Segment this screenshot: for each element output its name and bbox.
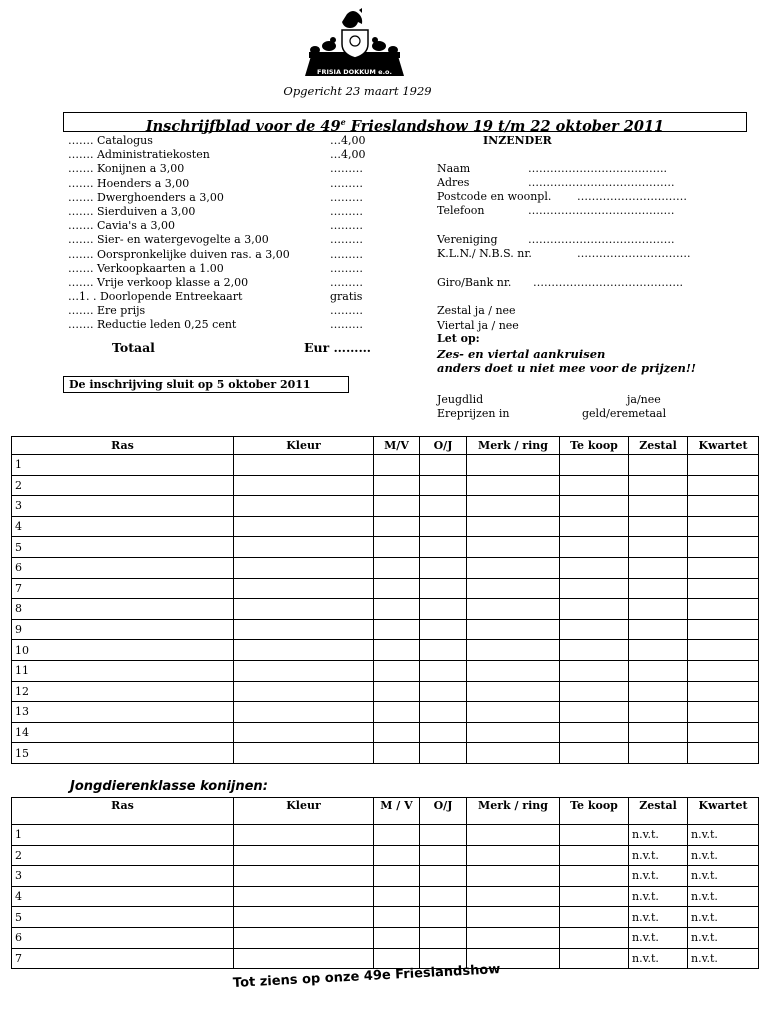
- fee-label: ……. Verkoopkaarten a 1.00: [68, 261, 224, 275]
- entry-cell[interactable]: [420, 927, 467, 948]
- entry-cell[interactable]: [234, 516, 374, 537]
- fee-value[interactable]: ………: [330, 162, 363, 176]
- fee-row[interactable]: [68, 248, 388, 262]
- fee-value[interactable]: ………: [330, 261, 363, 275]
- entry-cell[interactable]: [467, 886, 560, 907]
- fee-label: ……. Sierduiven a 3,00: [68, 204, 196, 218]
- entry-cell[interactable]: [560, 743, 629, 764]
- entry-cell[interactable]: [560, 866, 629, 887]
- entry-cell[interactable]: [420, 845, 467, 866]
- fee-label: ……. Reductie leden 0,25 cent: [68, 318, 237, 332]
- row-number-cell[interactable]: 6: [12, 557, 234, 578]
- entry-cell[interactable]: [234, 578, 374, 599]
- row-number-cell[interactable]: 4: [12, 886, 234, 907]
- fee-row[interactable]: [68, 134, 388, 148]
- entry-cell[interactable]: [374, 619, 420, 640]
- entry-cell[interactable]: [374, 825, 420, 846]
- row-number-cell[interactable]: 6: [12, 927, 234, 948]
- entry-cell[interactable]: n.v.t.: [688, 927, 759, 948]
- fee-value[interactable]: ………: [330, 176, 363, 190]
- entry-cell[interactable]: [234, 927, 374, 948]
- entry-cell[interactable]: [420, 681, 467, 702]
- entry-cell[interactable]: [560, 927, 629, 948]
- letop-label: Let op:: [437, 332, 480, 345]
- fee-label: ……. Vrije verkoop klasse a 2,00: [68, 275, 249, 289]
- entry-cell[interactable]: [688, 722, 759, 743]
- row-number-cell[interactable]: 3: [12, 866, 234, 887]
- column-header: Kwartet: [688, 798, 759, 825]
- row-number-cell[interactable]: 1: [12, 825, 234, 846]
- entry-cell[interactable]: n.v.t.: [688, 866, 759, 887]
- inzender-heading: INZENDER: [483, 134, 552, 147]
- fee-row[interactable]: [68, 177, 388, 191]
- entry-cell[interactable]: [374, 557, 420, 578]
- entry-cell[interactable]: [467, 455, 560, 476]
- postcode-field[interactable]: Postcode en woonpl. …………………………: [437, 190, 687, 203]
- column-header: Ras: [12, 437, 234, 455]
- entry-cell[interactable]: [688, 619, 759, 640]
- entry-cell[interactable]: [560, 907, 629, 928]
- entry-cell[interactable]: [234, 722, 374, 743]
- entry-cell[interactable]: [234, 743, 374, 764]
- fee-row[interactable]: [68, 276, 388, 290]
- entry-cell[interactable]: [420, 722, 467, 743]
- footer-text: Tot ziens op onze 49e Frieslandshow: [232, 962, 501, 991]
- table-row: [12, 660, 759, 681]
- entry-cell[interactable]: [420, 516, 467, 537]
- row-number-cell[interactable]: 5: [12, 907, 234, 928]
- entry-cell[interactable]: [629, 496, 688, 517]
- fee-row[interactable]: [68, 205, 388, 219]
- entry-cell[interactable]: n.v.t.: [688, 845, 759, 866]
- fee-label: ……. Konijnen a 3,00: [68, 162, 185, 176]
- entry-cell[interactable]: [629, 660, 688, 681]
- entry-cell[interactable]: [560, 599, 629, 620]
- adres-field[interactable]: Adres ………………………………….: [437, 176, 675, 189]
- entry-cell[interactable]: [374, 660, 420, 681]
- fee-list: [68, 134, 388, 360]
- entry-cell[interactable]: [560, 496, 629, 517]
- entry-cell[interactable]: [234, 907, 374, 928]
- entry-cell[interactable]: [420, 475, 467, 496]
- entry-cell[interactable]: [420, 557, 467, 578]
- row-number-cell[interactable]: 14: [12, 722, 234, 743]
- fee-row[interactable]: [68, 318, 388, 332]
- fee-label: ……. Cavia's a 3,00: [68, 219, 175, 233]
- entry-cell[interactable]: [234, 496, 374, 517]
- entry-cell[interactable]: [234, 557, 374, 578]
- entry-cell[interactable]: [234, 845, 374, 866]
- fee-row[interactable]: [68, 304, 388, 318]
- column-header: O/J: [420, 798, 467, 825]
- jong-title: Jongdierenklasse konijnen:: [70, 779, 268, 794]
- fee-label: ……. Hoenders a 3,00: [68, 176, 190, 190]
- entry-cell[interactable]: [560, 702, 629, 723]
- entry-cell[interactable]: [234, 702, 374, 723]
- column-header: Te koop: [560, 437, 629, 455]
- fee-value[interactable]: ………: [330, 275, 363, 289]
- giro-field[interactable]: Giro/Bank nr. …………………………………..: [437, 276, 683, 289]
- entry-cell[interactable]: [560, 825, 629, 846]
- kln-field[interactable]: K.L.N./ N.B.S. nr. ………………………….: [437, 247, 691, 260]
- entry-cell[interactable]: [688, 475, 759, 496]
- entry-cell[interactable]: [688, 640, 759, 661]
- entry-cell[interactable]: [420, 886, 467, 907]
- column-header: M/V: [374, 437, 420, 455]
- fee-row[interactable]: [68, 191, 388, 205]
- entry-cell[interactable]: [560, 845, 629, 866]
- fee-label: ……. Sier- en watergevogelte a 3,00: [68, 233, 269, 247]
- column-header: Kwartet: [688, 437, 759, 455]
- column-header: Merk / ring: [467, 798, 560, 825]
- entry-cell[interactable]: [467, 660, 560, 681]
- founded-date: Opgericht 23 maart 1929: [283, 84, 432, 98]
- entry-cell[interactable]: [688, 681, 759, 702]
- entry-cell[interactable]: [688, 537, 759, 558]
- entry-cell[interactable]: [420, 743, 467, 764]
- entry-cell[interactable]: [560, 475, 629, 496]
- entry-cell[interactable]: [629, 640, 688, 661]
- club-logo: [297, 8, 412, 86]
- entry-cell[interactable]: [374, 681, 420, 702]
- column-header: Zestal: [629, 798, 688, 825]
- entry-cell[interactable]: [234, 475, 374, 496]
- entry-cell[interactable]: [234, 640, 374, 661]
- table-row: [12, 948, 759, 969]
- row-number-cell[interactable]: 13: [12, 702, 234, 723]
- entry-cell[interactable]: [560, 619, 629, 640]
- entry-cell[interactable]: [688, 516, 759, 537]
- table-row: [12, 475, 759, 496]
- table-row: [12, 557, 759, 578]
- fee-value[interactable]: gratis: [330, 290, 363, 304]
- entry-cell[interactable]: [234, 455, 374, 476]
- entry-cell[interactable]: [374, 475, 420, 496]
- page-title: Inschrijfblad voor de 49e Frieslandshow 19 t/m 22 oktober 2011: [63, 112, 747, 132]
- entry-cell[interactable]: [234, 866, 374, 887]
- row-number-cell[interactable]: 4: [12, 516, 234, 537]
- entry-cell[interactable]: [374, 866, 420, 887]
- entry-cell[interactable]: [629, 516, 688, 537]
- table-row: [12, 702, 759, 723]
- column-header: Zestal: [629, 437, 688, 455]
- entry-cell[interactable]: [629, 578, 688, 599]
- entry-cell[interactable]: [420, 660, 467, 681]
- entry-cell[interactable]: [420, 599, 467, 620]
- vereniging-field[interactable]: Vereniging ………………………………….: [437, 233, 675, 246]
- row-number-cell[interactable]: 2: [12, 845, 234, 866]
- entry-cell[interactable]: [467, 866, 560, 887]
- table-row: [12, 825, 759, 846]
- entry-cell[interactable]: n.v.t.: [688, 825, 759, 846]
- entry-cell[interactable]: [374, 496, 420, 517]
- entry-cell[interactable]: [688, 702, 759, 723]
- entry-cell[interactable]: n.v.t.: [629, 927, 688, 948]
- entry-cell[interactable]: [629, 702, 688, 723]
- entry-cell[interactable]: n.v.t.: [629, 907, 688, 928]
- entry-cell[interactable]: [467, 516, 560, 537]
- entry-cell[interactable]: [467, 619, 560, 640]
- entry-cell[interactable]: [629, 557, 688, 578]
- totaal-amount[interactable]: Eur ………: [304, 339, 372, 355]
- entry-cell[interactable]: [234, 537, 374, 558]
- zestal-choice[interactable]: Zestal ja / nee: [437, 304, 516, 317]
- fee-label: ……. Catalogus: [68, 134, 153, 147]
- entry-cell[interactable]: [467, 681, 560, 702]
- entry-cell[interactable]: [420, 537, 467, 558]
- fee-value[interactable]: …4,00: [330, 134, 366, 147]
- entry-cell[interactable]: [560, 722, 629, 743]
- jong-table: [11, 797, 759, 969]
- totaal-label: Totaal: [112, 339, 155, 355]
- entry-cell[interactable]: [234, 825, 374, 846]
- closing-note: De inschrijving sluit op 5 oktober 2011: [63, 376, 349, 393]
- entry-cell[interactable]: [629, 475, 688, 496]
- entry-cell[interactable]: [467, 702, 560, 723]
- entry-cell[interactable]: [629, 619, 688, 640]
- entry-cell[interactable]: n.v.t.: [629, 845, 688, 866]
- entry-cell[interactable]: n.v.t.: [629, 866, 688, 887]
- fee-row[interactable]: [68, 162, 388, 176]
- fee-row[interactable]: [68, 262, 388, 276]
- entry-cell[interactable]: [234, 619, 374, 640]
- entry-cell[interactable]: [560, 557, 629, 578]
- row-number-cell[interactable]: 5: [12, 537, 234, 558]
- entry-cell[interactable]: [234, 886, 374, 907]
- row-number-cell[interactable]: 7: [12, 948, 234, 969]
- warning-line-1: Zes- en viertal aankruisen: [437, 347, 606, 361]
- fee-row[interactable]: [68, 148, 388, 162]
- fee-label: ……. Administratiekosten: [68, 148, 210, 162]
- table-row: [12, 619, 759, 640]
- entry-cell[interactable]: [234, 599, 374, 620]
- entry-cell[interactable]: [629, 743, 688, 764]
- entry-cell[interactable]: [374, 599, 420, 620]
- fee-value[interactable]: ………: [330, 318, 363, 332]
- entry-cell[interactable]: [467, 640, 560, 661]
- entry-cell[interactable]: [467, 743, 560, 764]
- table-row: [12, 722, 759, 743]
- warning-line-2: anders doet u niet mee voor de prijzen!!: [437, 361, 696, 375]
- table-row: [12, 743, 759, 764]
- column-header: O/J: [420, 437, 467, 455]
- entry-cell[interactable]: [560, 537, 629, 558]
- entry-cell[interactable]: [467, 927, 560, 948]
- fee-label: ……. Ere prijs: [68, 304, 146, 318]
- entry-cell[interactable]: [467, 907, 560, 928]
- telefoon-field[interactable]: Telefoon ……………………………….…: [437, 204, 675, 217]
- entry-cell[interactable]: [688, 557, 759, 578]
- entry-cell[interactable]: [374, 702, 420, 723]
- entry-cell[interactable]: [467, 845, 560, 866]
- entry-cell[interactable]: [420, 455, 467, 476]
- entry-cell[interactable]: [560, 660, 629, 681]
- entry-cell[interactable]: [467, 599, 560, 620]
- entry-cell[interactable]: [374, 845, 420, 866]
- entry-cell[interactable]: [374, 640, 420, 661]
- column-header: Te koop: [560, 798, 629, 825]
- fee-label: …1. . Doorlopende Entreekaart: [68, 290, 243, 304]
- row-number-cell[interactable]: 15: [12, 743, 234, 764]
- entry-cell[interactable]: [374, 516, 420, 537]
- entry-cell[interactable]: [688, 660, 759, 681]
- entry-cell[interactable]: n.v.t.: [629, 825, 688, 846]
- fee-label: ……. Oorspronkelijke duiven ras. a 3,00: [68, 247, 290, 261]
- row-number-cell[interactable]: 2: [12, 475, 234, 496]
- entry-cell[interactable]: [467, 578, 560, 599]
- row-number-cell[interactable]: 12: [12, 681, 234, 702]
- fee-label: ……. Dwerghoenders a 3,00: [68, 190, 224, 204]
- entry-cell[interactable]: [374, 537, 420, 558]
- row-number-cell[interactable]: 8: [12, 599, 234, 620]
- entry-cell[interactable]: [629, 599, 688, 620]
- entry-cell[interactable]: [467, 496, 560, 517]
- entry-cell[interactable]: n.v.t.: [688, 948, 759, 969]
- fee-value[interactable]: ………: [330, 190, 363, 204]
- table-row: [12, 907, 759, 928]
- entry-cell[interactable]: n.v.t.: [688, 886, 759, 907]
- entry-cell[interactable]: [688, 743, 759, 764]
- entry-cell[interactable]: [374, 455, 420, 476]
- row-number-cell[interactable]: 3: [12, 496, 234, 517]
- entry-cell[interactable]: [420, 866, 467, 887]
- column-header: Kleur: [234, 798, 374, 825]
- entry-table: [11, 436, 759, 764]
- row-number-cell[interactable]: 1: [12, 455, 234, 476]
- entry-cell[interactable]: [688, 496, 759, 517]
- entry-cell[interactable]: [374, 722, 420, 743]
- entry-cell[interactable]: [374, 927, 420, 948]
- entry-cell[interactable]: [629, 537, 688, 558]
- entry-cell[interactable]: n.v.t.: [688, 907, 759, 928]
- row-number-cell[interactable]: 7: [12, 578, 234, 599]
- table-row: [12, 866, 759, 887]
- fee-value[interactable]: …4,00: [330, 148, 366, 162]
- entry-cell[interactable]: [688, 455, 759, 476]
- entry-cell[interactable]: [467, 475, 560, 496]
- entry-cell[interactable]: [420, 496, 467, 517]
- table-row: [12, 886, 759, 907]
- entry-cell[interactable]: [688, 578, 759, 599]
- ereprijzen-choice[interactable]: Ereprijzen in geld/eremetaal: [437, 407, 667, 420]
- entry-cell[interactable]: [420, 578, 467, 599]
- fee-value[interactable]: ………: [330, 204, 363, 218]
- entry-cell[interactable]: [467, 825, 560, 846]
- table-row: [12, 681, 759, 702]
- entry-cell[interactable]: [560, 948, 629, 969]
- table-row: [12, 927, 759, 948]
- fee-row[interactable]: [68, 233, 388, 247]
- entry-cell[interactable]: [688, 599, 759, 620]
- entry-cell[interactable]: [560, 516, 629, 537]
- fee-value[interactable]: ………: [330, 233, 363, 247]
- viertal-choice[interactable]: Viertal ja / nee: [437, 319, 519, 332]
- fee-value[interactable]: ………: [330, 247, 363, 261]
- table-row: [12, 537, 759, 558]
- fee-row[interactable]: [68, 290, 388, 304]
- entry-cell[interactable]: [374, 578, 420, 599]
- column-header: Kleur: [234, 437, 374, 455]
- logo-text: FRISIA DOKKUM e.o.: [317, 68, 392, 76]
- totaal-row: [68, 338, 388, 360]
- jeugdlid-choice[interactable]: Jeugdlid ja/nee: [437, 393, 661, 406]
- table-row: [12, 516, 759, 537]
- column-header: Merk / ring: [467, 437, 560, 455]
- entry-cell[interactable]: [629, 681, 688, 702]
- entry-cell[interactable]: [420, 825, 467, 846]
- row-number-cell[interactable]: 9: [12, 619, 234, 640]
- entry-cell[interactable]: [420, 907, 467, 928]
- fee-row[interactable]: [68, 219, 388, 233]
- entry-cell[interactable]: [560, 886, 629, 907]
- entry-cell[interactable]: [629, 722, 688, 743]
- entry-cell[interactable]: [420, 702, 467, 723]
- entry-cell[interactable]: [467, 722, 560, 743]
- table-row: [12, 455, 759, 476]
- entry-cell[interactable]: [234, 948, 374, 969]
- entry-cell[interactable]: [420, 619, 467, 640]
- column-header: Ras: [12, 798, 234, 825]
- table-row: [12, 640, 759, 661]
- entry-cell[interactable]: [560, 681, 629, 702]
- row-number-cell[interactable]: 11: [12, 660, 234, 681]
- table-row: [12, 578, 759, 599]
- entry-cell[interactable]: [374, 743, 420, 764]
- entry-cell[interactable]: [374, 886, 420, 907]
- naam-field[interactable]: Naam ………………………………..: [437, 162, 667, 175]
- entry-cell[interactable]: [629, 455, 688, 476]
- entry-cell[interactable]: [467, 537, 560, 558]
- entry-cell[interactable]: n.v.t.: [629, 948, 688, 969]
- entry-cell[interactable]: [560, 455, 629, 476]
- entry-cell[interactable]: [374, 907, 420, 928]
- row-number-cell[interactable]: 10: [12, 640, 234, 661]
- column-header: M / V: [374, 798, 420, 825]
- entry-cell[interactable]: n.v.t.: [629, 886, 688, 907]
- fee-value[interactable]: ………: [330, 304, 363, 318]
- fee-value[interactable]: ………: [330, 219, 363, 233]
- table-row: [12, 496, 759, 517]
- entry-cell[interactable]: [560, 640, 629, 661]
- entry-cell[interactable]: [234, 681, 374, 702]
- table-row: [12, 599, 759, 620]
- table-row: [12, 845, 759, 866]
- entry-cell[interactable]: [467, 557, 560, 578]
- entry-cell[interactable]: [420, 640, 467, 661]
- entry-cell[interactable]: [560, 578, 629, 599]
- entry-cell[interactable]: [234, 660, 374, 681]
